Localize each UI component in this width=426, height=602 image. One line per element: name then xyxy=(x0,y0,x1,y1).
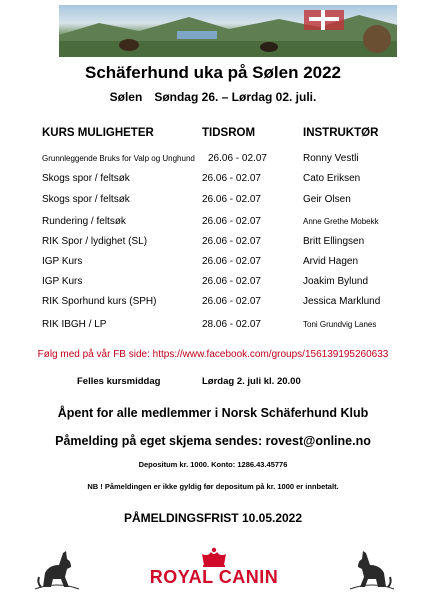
course-instructor: Britt Ellingsen xyxy=(303,236,365,247)
course-name: RIK Spor / lydighet (SL) xyxy=(42,236,148,247)
course-period: 26.06 - 02.07 xyxy=(202,216,261,227)
event-date-range: Søndag 26. – Lørdag 02. juli. xyxy=(154,90,317,104)
table-row xyxy=(0,173,426,187)
signup-deadline: PÅMELDINGSFRIST 10.05.2022 xyxy=(123,511,303,525)
facebook-link[interactable]: Følg med på vår FB side: https://www.facebook.com/groups/156139195260633 xyxy=(37,349,389,360)
course-name: RIK Sporhund kurs (SPH) xyxy=(42,296,157,307)
course-period: 26.06 - 02.07 xyxy=(202,236,261,247)
course-name: Skogs spor / feltsøk xyxy=(42,194,130,205)
course-instructor: Anne Grethe Mobekk xyxy=(303,217,379,226)
course-instructor: Jessica Marklund xyxy=(303,296,381,307)
table-row xyxy=(0,153,426,167)
signup-info: Påmelding på eget skjema sendes: rovest@online.no xyxy=(55,434,371,448)
course-instructor: Toni Grundvig Lanes xyxy=(303,320,377,329)
course-instructor: Geir Olsen xyxy=(303,194,351,205)
dinner-time: Lørdag 2. juli kl. 20.00 xyxy=(202,376,301,387)
column-header-courses: KURS MULIGHETER xyxy=(42,127,154,139)
course-period: 26.06 - 02.07 xyxy=(202,173,261,184)
course-name: IGP Kurs xyxy=(42,256,83,267)
course-instructor: Arvid Hagen xyxy=(303,256,359,267)
course-instructor: Cato Eriksen xyxy=(303,173,361,184)
course-period: 26.06 - 02.07 xyxy=(202,276,261,287)
event-place: Sølen xyxy=(109,90,143,104)
event-dates xyxy=(0,90,426,104)
course-name: Skogs spor / feltsøk xyxy=(42,173,130,184)
club-badge-dog-icon xyxy=(31,543,83,595)
table-row xyxy=(0,236,426,250)
course-period: 26.06 - 02.07 xyxy=(202,256,261,267)
course-period: 26.06 - 02.07 xyxy=(202,296,261,307)
club-badge-dog-icon xyxy=(346,543,398,595)
table-row xyxy=(0,256,426,270)
course-period: 26.06 - 02.07 xyxy=(202,194,261,205)
column-header-instructor: INSTRUKTØR xyxy=(303,127,379,139)
course-period: 28.06 - 02.07 xyxy=(202,319,261,330)
page-title: Schäferhund uka på Sølen 2022 xyxy=(84,63,342,82)
deposit-note: NB ! Påmeldingen er ikke gyldig før depositum på kr. 1000 er innbetalt. xyxy=(87,482,339,491)
table-row xyxy=(0,216,426,230)
table-row xyxy=(0,194,426,208)
table-row xyxy=(0,296,426,310)
table-row xyxy=(0,319,426,333)
course-instructor: Ronny Vestli xyxy=(303,153,359,164)
deposit-info: Depositum kr. 1000. Konto: 1286.43.45776 xyxy=(138,460,288,469)
royal-canin-logo xyxy=(148,545,280,597)
landscape-photo-collage xyxy=(59,5,397,57)
logo-text: ROYAL CANIN xyxy=(149,567,279,587)
column-header-period: TIDSROM xyxy=(202,127,256,139)
course-name: IGP Kurs xyxy=(42,276,83,287)
crown-icon xyxy=(148,545,280,569)
course-period: 26.06 - 02.07 xyxy=(208,153,267,164)
course-name: Rundering / feltsøk xyxy=(42,216,126,227)
open-for-members: Åpent for alle medlemmer i Norsk Schäferhund Klub xyxy=(57,406,369,420)
dinner-label: Felles kursmiddag xyxy=(77,376,161,387)
course-instructor: Joakim Bylund xyxy=(303,276,369,287)
course-name: RIK IBGH / LP xyxy=(42,319,107,330)
header-photo-banner xyxy=(59,5,397,57)
table-row xyxy=(0,276,426,290)
course-name: Grunnleggende Bruks for Valp og Unghund xyxy=(42,154,195,163)
